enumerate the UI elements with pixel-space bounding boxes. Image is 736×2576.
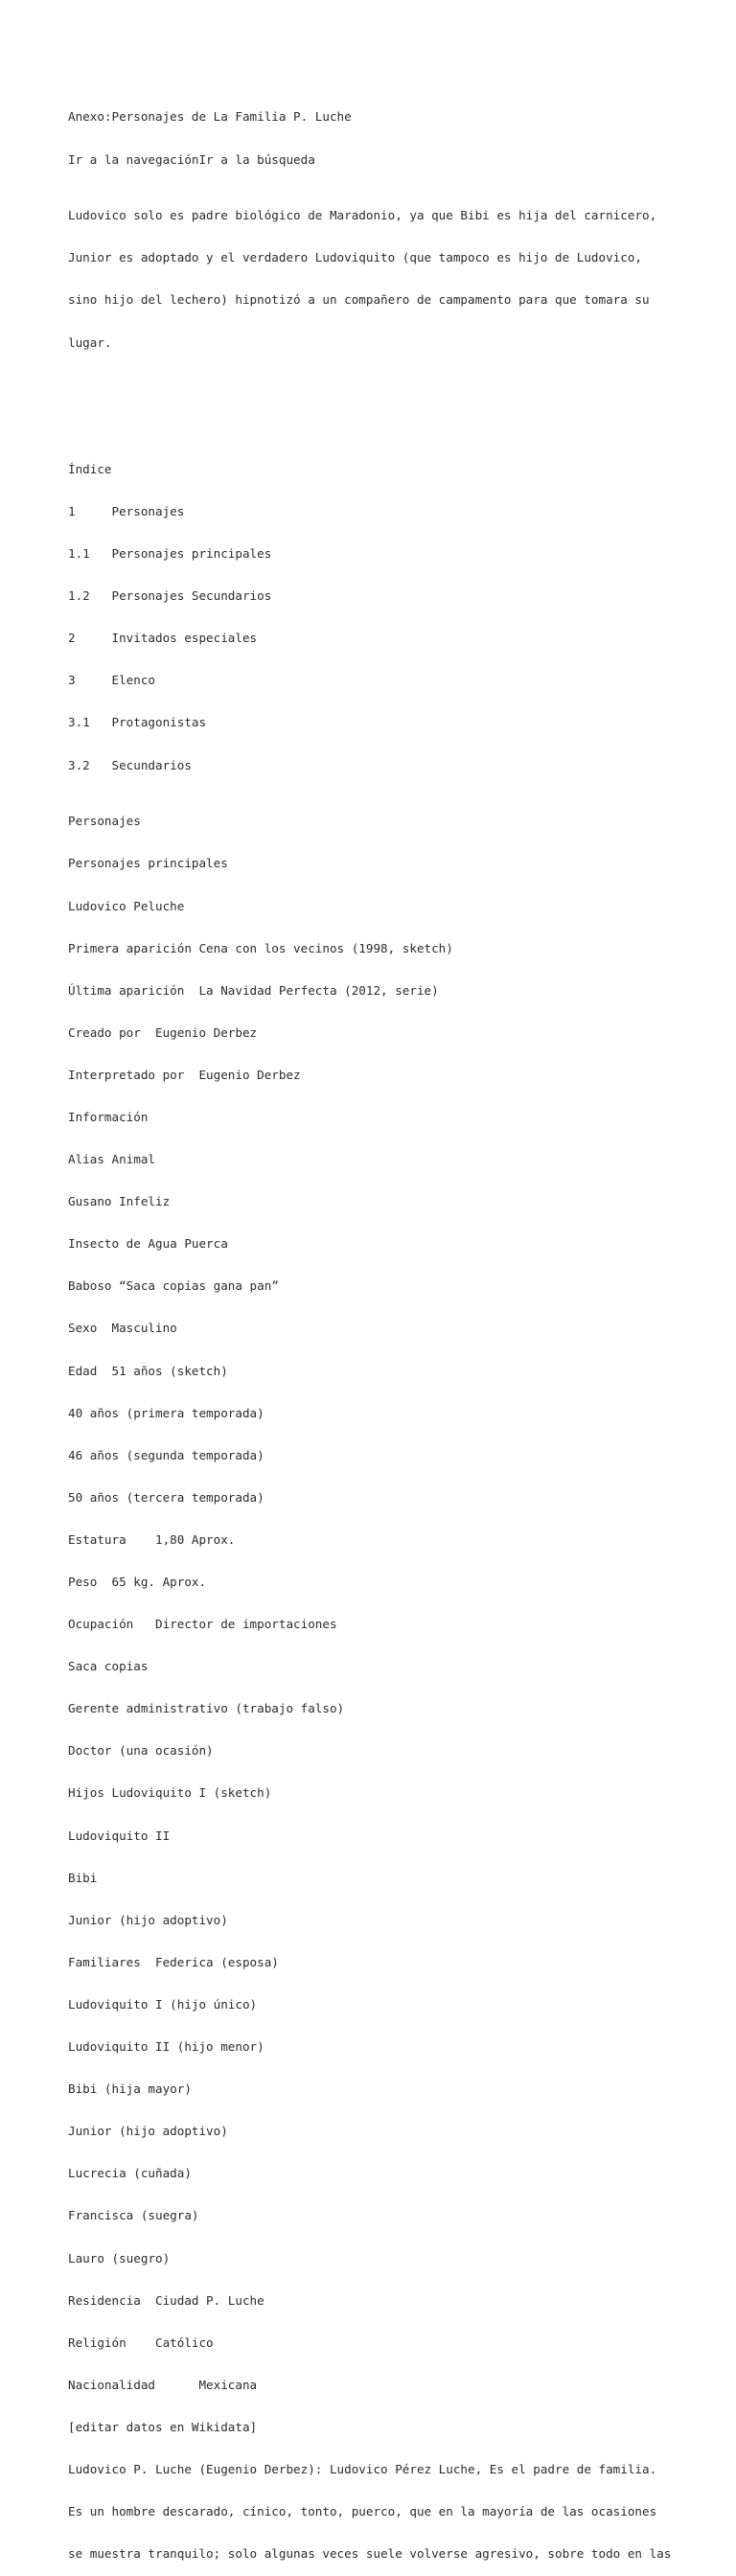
infobox-row: Insecto de Agua Puerca: [68, 1236, 228, 1252]
description-line: se muestra tranquilo; solo algunas veces suele volverse agresivo, sobre todo en las: [68, 2546, 672, 2562]
toc-item: 2 Invitados especiales: [68, 631, 258, 646]
infobox-row: Hijos Ludoviquito I (sketch): [68, 1785, 272, 1801]
infobox-row: 40 años (primera temporada): [68, 1405, 264, 1420]
infobox-section-heading: Información: [68, 1109, 149, 1124]
intro-line: sino hijo del lechero) hipnotizó a un compañero de campamento para que tomara su: [68, 292, 650, 308]
infobox-row: Ludoviquito II (hijo menor): [68, 2039, 264, 2055]
infobox-row: Creado por Eugenio Derbez: [68, 1024, 258, 1040]
infobox-row: Ludoviquito II: [68, 1828, 171, 1843]
toc-item: 1 Personajes: [68, 503, 185, 518]
infobox-row: Alias Animal: [68, 1152, 155, 1167]
document-page: [68, 82, 681, 2576]
infobox-row: Francisca (suegra): [68, 2208, 199, 2223]
infobox-row: Ludoviquito I (hijo único): [68, 1996, 258, 2012]
subsection-heading: Personajes principales: [68, 856, 228, 871]
toc-item: 3 Elenco: [68, 673, 155, 688]
description-line: Es un hombre descarado, cínico, tonto, puerco, que en la mayoría de las ocasiones: [68, 2504, 657, 2519]
infobox-row: Nacionalidad Mexicana: [68, 2377, 258, 2392]
infobox-row: 50 años (tercera temporada): [68, 1489, 264, 1505]
page-title: Anexo:Personajes de La Familia P. Luche: [68, 109, 352, 125]
toc-heading: Índice: [68, 461, 112, 476]
toc-item: 3.1 Protagonistas: [68, 715, 207, 730]
infobox-row: Primera aparición Cena con los vecinos (1998, sketch): [68, 940, 453, 955]
infobox-row: Saca copias: [68, 1659, 149, 1674]
infobox-row: Interpretado por Eugenio Derbez: [68, 1067, 301, 1082]
infobox-row: Lucrecia (cuñada): [68, 2166, 192, 2181]
infobox-row: Estatura 1,80 Aprox.: [68, 1531, 236, 1547]
infobox-row: Residencia Ciudad P. Luche: [68, 2292, 264, 2308]
section-heading: Personajes: [68, 814, 141, 829]
infobox-row: Gusano Infeliz: [68, 1194, 171, 1209]
infobox-row: Bibi: [68, 1870, 98, 1885]
infobox-row: Gerente administrativo (trabajo falso): [68, 1701, 345, 1716]
infobox-row: Lauro (suegro): [68, 2250, 171, 2266]
infobox-row: Sexo Masculino: [68, 1321, 177, 1336]
toc-item: 1.1 Personajes principales: [68, 546, 272, 562]
infobox-row: Peso 65 kg. Aprox.: [68, 1575, 207, 1590]
infobox-row: Ocupación Director de importaciones: [68, 1617, 337, 1632]
toc-item: 3.2 Secundarios: [68, 757, 192, 772]
infobox-row: Baboso “Saca copias gana pan”: [68, 1278, 279, 1294]
infobox-row: Última aparición La Navidad Perfecta (2012, serie): [68, 982, 439, 998]
intro-line: lugar.: [68, 334, 112, 350]
toc-item: 1.2 Personajes Secundarios: [68, 588, 272, 604]
infobox-title: Ludovico Peluche: [68, 898, 185, 913]
infobox-row: Doctor (una ocasión): [68, 1743, 214, 1759]
infobox-row: Junior (hijo adoptivo): [68, 2124, 228, 2139]
wikidata-edit-link[interactable]: [editar datos en Wikidata]: [68, 2419, 258, 2434]
infobox-row: Bibi (hija mayor): [68, 2082, 192, 2097]
infobox-row: Junior (hijo adoptivo): [68, 1912, 228, 1927]
infobox-row: Edad 51 años (sketch): [68, 1363, 228, 1378]
nav-links-text: Ir a la navegaciónIr a la búsqueda: [68, 151, 315, 167]
infobox-row: Familiares Federica (esposa): [68, 1954, 279, 1969]
infobox-row: Religión Católico: [68, 2334, 214, 2350]
infobox-row: 46 años (segunda temporada): [68, 1447, 264, 1462]
spacer: [68, 392, 681, 420]
description-line: Ludovico P. Luche (Eugenio Derbez): Ludovico Pérez Luche, Es el padre de familia.: [68, 2461, 657, 2476]
intro-line: Ludovico solo es padre biológico de Maradonio, ya que Bibi es hija del carnicero,: [68, 208, 657, 223]
intro-line: Junior es adoptado y el verdadero Ludoviquito (que tampoco es hijo de Ludovico,: [68, 250, 642, 265]
